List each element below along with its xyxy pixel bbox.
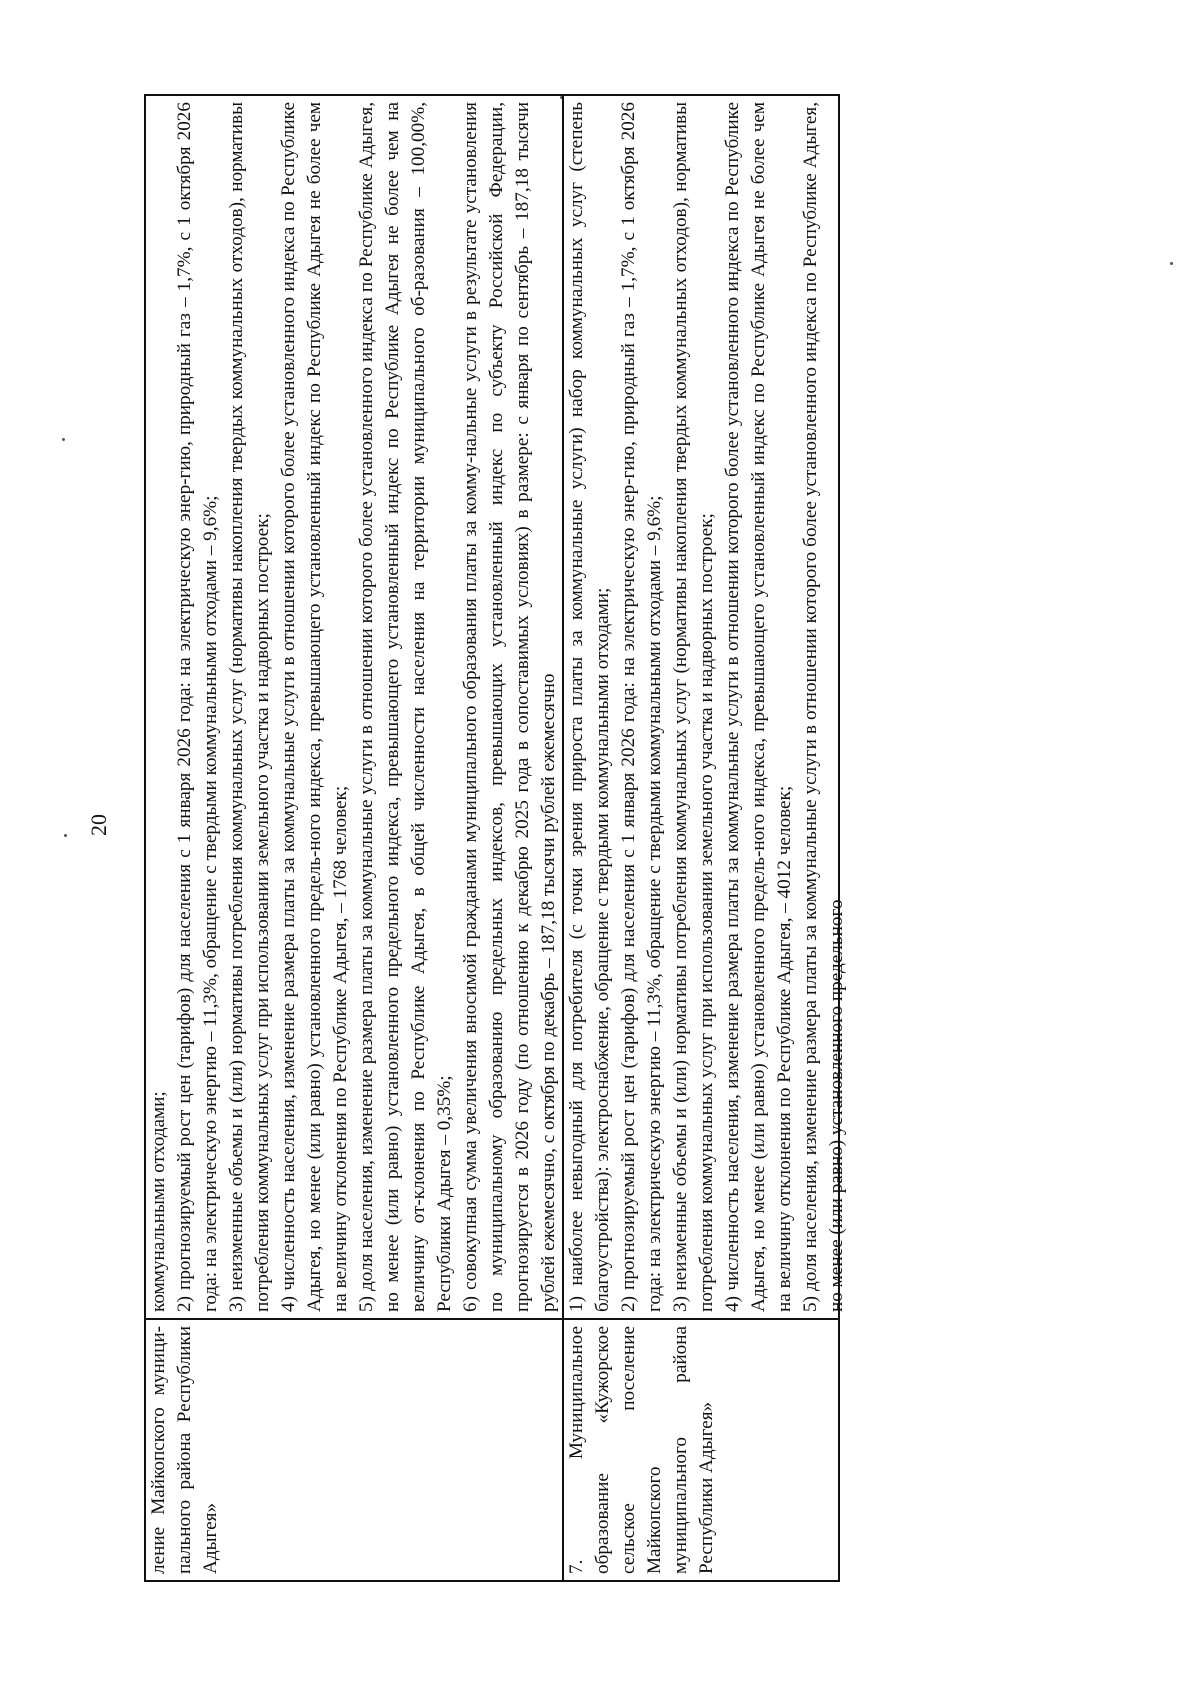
table-row (145, 95, 563, 1581)
condition-item: 6) совокупная сумма увеличения вносимой гражданами муниципального образования платы за комму-нальные услуги в результате установления по муниципальному образованию предельных индексов, превышающих установленный индекс по субъекту Российской Федерации, прогнозируется в 2026 году (по отношению к декабрю 2025 года в сопоставимых условиях) в размере: с января по сентябрь – 187,18 тысячи рублей ежемесячно, с октября по декабрь – 187,18 тысячи рублей ежемесячно (460, 102, 559, 1312)
condition-item: 4) численность населения, изменение размера платы за коммунальные услуги в отношении которого более установленного индекса по Республике Адыгея, но менее (или равно) установленного предель-ного индекса, превышающего установленный индекс по Республике Адыгея не более чем на величину отклонения по Республике Адыгея, – 4012 человек; (722, 102, 795, 1312)
condition-item: 5) доля населения, изменение размера платы за коммунальные услуги в отношении которого более установленного индекса по Республике Адыгея, но менее (или равно) установленного предельного индекса, превышающего установленный индекс по Республике Адыгея не более чем на величину от-клонения по Республике Адыгея, в общей численности населения на территории муниципального об-разования – 100,00%, Республики Адыгея – 0,35%; (356, 102, 455, 1312)
condition-item: коммунальными отходами; (148, 1091, 169, 1312)
condition-item: 1) наиболее невыгодный для потребителя (с точки зрения прироста платы за коммунальные услуги) набор коммунальных услуг (степень благоустройства): электроснабжение, обращение с твердыми коммунальными отходами; (566, 102, 613, 1312)
condition-item: 5) доля населения, изменение размера платы за коммунальные услуги в отношении которого более установленного индекса по Республике Адыгея, но менее (или равно) установленного предельного (800, 102, 847, 1312)
table-row (563, 95, 839, 1581)
rotated-table-container (144, 94, 847, 1582)
conditions-cell (145, 95, 563, 1319)
scan-speck (62, 438, 65, 441)
condition-item: 3) неизменные объемы и (или) нормативы потребления коммунальных услуг (нормативы накопления твердых коммунальных отходов), нормативы потребления коммунальных услуг при использовании земельного участка и надворных построек; (670, 102, 717, 1312)
page-number: 20 (86, 814, 111, 836)
condition-item: 3) неизменные объемы и (или) нормативы потребления коммунальных услуг (нормативы накопления твердых коммунальных отходов), нормативы потребления коммунальных услуг при использовании земельного участка и надворных построек; (226, 102, 273, 1312)
condition-item: 2) прогнозируемый рост цен (тарифов) для населения с 1 января 2026 года: на электрическую энер-гию, природный газ – 1,7%, с 1 октября 2026 года: на электрическую энергию – 11,3%, обращение с твердыми коммунальными отходами – 9,6%; (174, 102, 221, 1312)
scan-speck (64, 834, 67, 837)
conditions-cell (563, 95, 847, 1319)
condition-item: 2) прогнозируемый рост цен (тарифов) для населения с 1 января 2026 года: на электрическую энер-гию, природный газ – 1,7%, с 1 октября 2026 года: на электрическую энергию – 11,3%, обращение с твердыми коммунальными отходами – 9,6%; (618, 102, 665, 1312)
scan-speck (1170, 262, 1173, 265)
condition-item: 4) численность населения, изменение размера платы за коммунальные услуги в отношении которого более установленного индекса по Республике Адыгея, но менее (или равно) установленного предель-ного индекса, превышающего установленный индекс по Республике Адыгея не более чем на величину отклонения по Республике Адыгея, – 1768 человек; (278, 102, 351, 1312)
municipality-name-cell: ление Майкопского муници-пального района Республики Адыгея» (145, 1319, 563, 1581)
data-table (144, 94, 847, 1582)
municipality-name-cell: 7. Муниципальное образование «Кужорское сельское поселение Майкопского муниципального района Республики Адыгея» (563, 1319, 839, 1581)
